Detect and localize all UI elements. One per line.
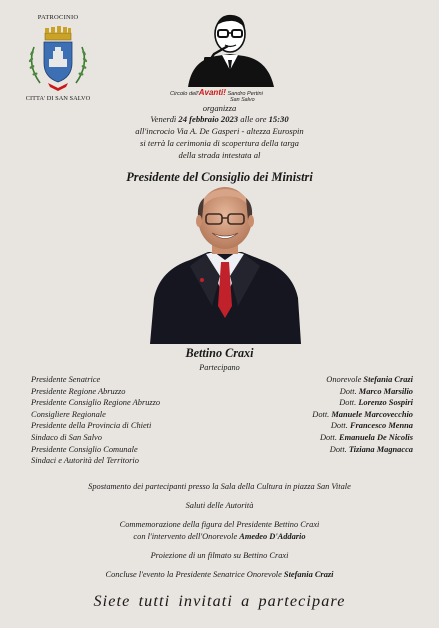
pertini-portrait-icon	[170, 8, 280, 88]
circolo-place: San Salvo	[230, 97, 255, 103]
circolo-prefix: Circolo dell'	[170, 91, 199, 97]
role-2: Presidente Consiglio Regione Abruzzo	[31, 398, 161, 408]
street-line: della strada intestata al	[178, 150, 261, 160]
portrait-photo	[150, 186, 301, 344]
program-4: Proiezione di un filmato su Bettino Craxi	[150, 551, 289, 560]
role-3: Consigliere Regionale	[31, 409, 106, 419]
program-3a: Commemorazione della figura del Presidente Bettino Craxi	[119, 520, 320, 529]
circolo-suffix: Sandro Pertini	[227, 91, 263, 97]
role-4: Presidente della Provincia di Chieti	[31, 421, 152, 431]
patrocinio-block	[22, 14, 94, 102]
role-6: Presidente Consiglio Comunale	[31, 444, 138, 454]
role-5: Sindaco di San Salvo	[31, 432, 102, 442]
circolo-logo	[170, 8, 280, 103]
role-1: Presidente Regione Abruzzo	[31, 386, 126, 396]
invitation-line: Siete tutti invitati a partecipare	[93, 592, 346, 610]
program-3b: con l'intervento dell'Onorevole Amedeo D'Addario	[133, 532, 306, 541]
patrocinio-label: PATROCINIO	[37, 14, 79, 21]
partecipano-label: Partecipano	[199, 363, 240, 372]
avanti-logo-text: Avanti!	[198, 88, 226, 97]
program-5: Concluse l'evento la Presidente Senatrice Onorevole Stefania Crazi	[105, 570, 334, 579]
participant-3: Dott. Manuele Marcovecchio	[312, 409, 413, 419]
ceremony-line: si terrà la cerimonia di scopertura della targa	[140, 138, 299, 148]
event-date: 24 febbraio 2023	[178, 114, 239, 124]
participant-1: Dott. Marco Marsilio	[339, 386, 413, 396]
main-heading: Presidente del Consiglio dei Ministri	[126, 170, 313, 184]
participant-5: Dott. Emanuela De Nicolis	[319, 432, 413, 442]
participant-6: Dott. Tiziana Magnacca	[329, 444, 413, 454]
city-name: CITTA' DI SAN SALVO	[25, 95, 91, 102]
participant-4: Dott. Francesco Menna	[330, 421, 413, 431]
participant-names	[312, 374, 413, 455]
role-0: Presidente Senatrice	[31, 375, 101, 384]
program-1: Spostamento dei partecipanti presso la Sala della Cultura in piazza San Vitale	[88, 482, 351, 491]
participant-roles	[31, 374, 160, 467]
city-crest-icon	[22, 23, 94, 95]
date-line: Venerdì 24 febbraio 2023 alle ore 15:30	[150, 114, 289, 124]
person-name: Bettino Craxi	[185, 346, 254, 360]
event-time: 15:30	[268, 114, 289, 124]
participant-2: Dott. Lorenzo Sospiri	[339, 398, 413, 408]
circolo-name	[170, 88, 285, 97]
participant-0: Onorevole Stefania Crazi	[326, 375, 413, 384]
organizza-line: organizza	[202, 103, 237, 113]
craxi-photo	[150, 186, 301, 344]
role-7: Sindaci e Autorità del Territorio	[31, 456, 139, 466]
program-2: Saluti delle Autorità	[185, 501, 254, 510]
location-line: all'incrocio Via A. De Gasperi - altezza Eurospin	[135, 126, 304, 136]
